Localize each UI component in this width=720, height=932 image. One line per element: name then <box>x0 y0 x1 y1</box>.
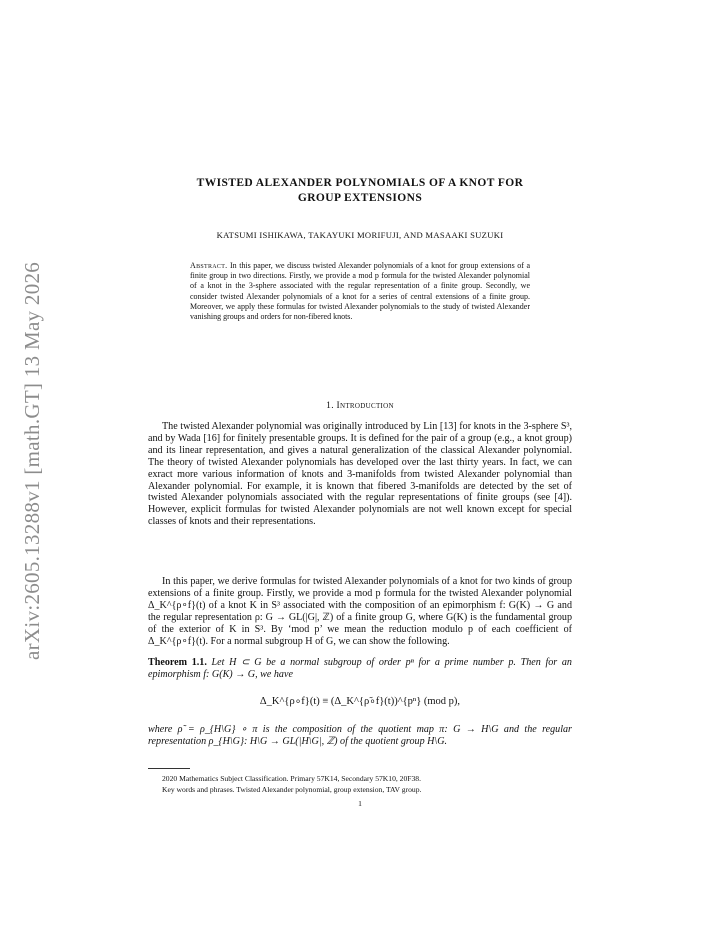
arxiv-identifier: arXiv:2605.13288v1 [math.GT] 13 May 2026 <box>20 261 44 660</box>
abstract <box>190 261 530 322</box>
intro-paragraph-2 <box>148 576 572 647</box>
display-formula: Δ_K^{ρ∘f}(t) ≡ (Δ_K^{ρ̃∘f}(t))^{pⁿ} (mod p), <box>259 696 461 707</box>
theorem-label: Theorem 1.1. <box>148 657 207 668</box>
abstract-label: Abstract. <box>190 261 228 270</box>
section-heading: 1. Introduction <box>326 401 394 411</box>
paragraph-text: The twisted Alexander polynomial was originally introduced by Lin [13] for knots in the 3-sphere S³, and by Wada [16] for finitely presentable groups. It is defined for the pair of a group (e.g., a knot group) and its linear representation, and gives a natural generalization of the classical Alexander polynomial. The theory of twisted Alexander polynomials has developed over the last thirty years. In fact, we can exract more various information of knots and 3-manifolds from twisted Alexander polynomial than Alexander polynomial. For example, it is known that fibered 3-manifolds are detected by the set of twisted Alexander polynomials associated with the regular representations of finite groups (see [4]). However, explicit formulas for twisted Alexander polynomials are not well known except for special classes of knots and their representations. <box>148 421 572 528</box>
title-line-1: TWISTED ALEXANDER POLYNOMIALS OF A KNOT FOR <box>196 177 524 189</box>
theorem-statement <box>148 657 572 681</box>
footnote-keywords: Key words and phrases. Twisted Alexander polynomial, group extension, TAV group. <box>162 784 422 794</box>
title-line-2: GROUP EXTENSIONS <box>297 192 423 204</box>
intro-paragraph-1 <box>148 421 572 528</box>
theorem-text: Let H ⊂ G be a normal subgroup of order pⁿ for a prime number p. Then for an epimorphism f: G(K) → G, we have <box>148 657 572 680</box>
abstract-text: In this paper, we discuss twisted Alexander polynomials of a knot for group extensions of a finite group in two directions. Firstly, we provide a mod p formula for the twisted Alexander polynomial of a knot in the 3-sphere associated with the regular representation of a finite group. Secondly, we consider twisted Alexander polynomials of a knot for a series of central extensions of a finite group. Moreover, we apply these formulas for twisted Alexander polynomials to the study of twisted Alexander vanishing groups and orders for non-fibered knots. <box>190 261 530 322</box>
page-number: 1 <box>358 799 362 808</box>
author-list: KATSUMI ISHIKAWA, TAKAYUKI MORIFUJI, AND MASAAKI SUZUKI <box>216 230 504 240</box>
footnotes <box>162 774 572 795</box>
footnote-msc: 2020 Mathematics Subject Classification. Primary 57K14, Secondary 57K10, 20F38. <box>162 774 421 783</box>
footnote-rule <box>148 768 190 769</box>
paragraph-text: In this paper, we derive formulas for twisted Alexander polynomials of a knot for two kinds of group extensions of a finite group. Firstly, we provide a mod p formula for the twisted Alexander polynomial Δ_K^{ρ∘f}(t) of a knot K in S³ associated with the composition of an epimorphism f: G(K) → G and the regular representation ρ: G → GL(|G|, ℤ) of a finite group G, where G(K) is the fundamental group of the exterior of K in S³. By ‘mod p’ we mean the reduction modulo p of each coefficient of Δ_K^{ρ∘f}(t). For a normal subgroup H of G, we can show the following. <box>148 576 572 647</box>
theorem-continuation: where ρ̃ = ρ_{H\G} ∘ π is the composition of the quotient map π: G → H\G and the regular representation ρ_{H\G}: H\G → GL(|H\G|, ℤ) of the quotient group H\G. <box>148 724 572 747</box>
paper-title <box>148 176 572 206</box>
